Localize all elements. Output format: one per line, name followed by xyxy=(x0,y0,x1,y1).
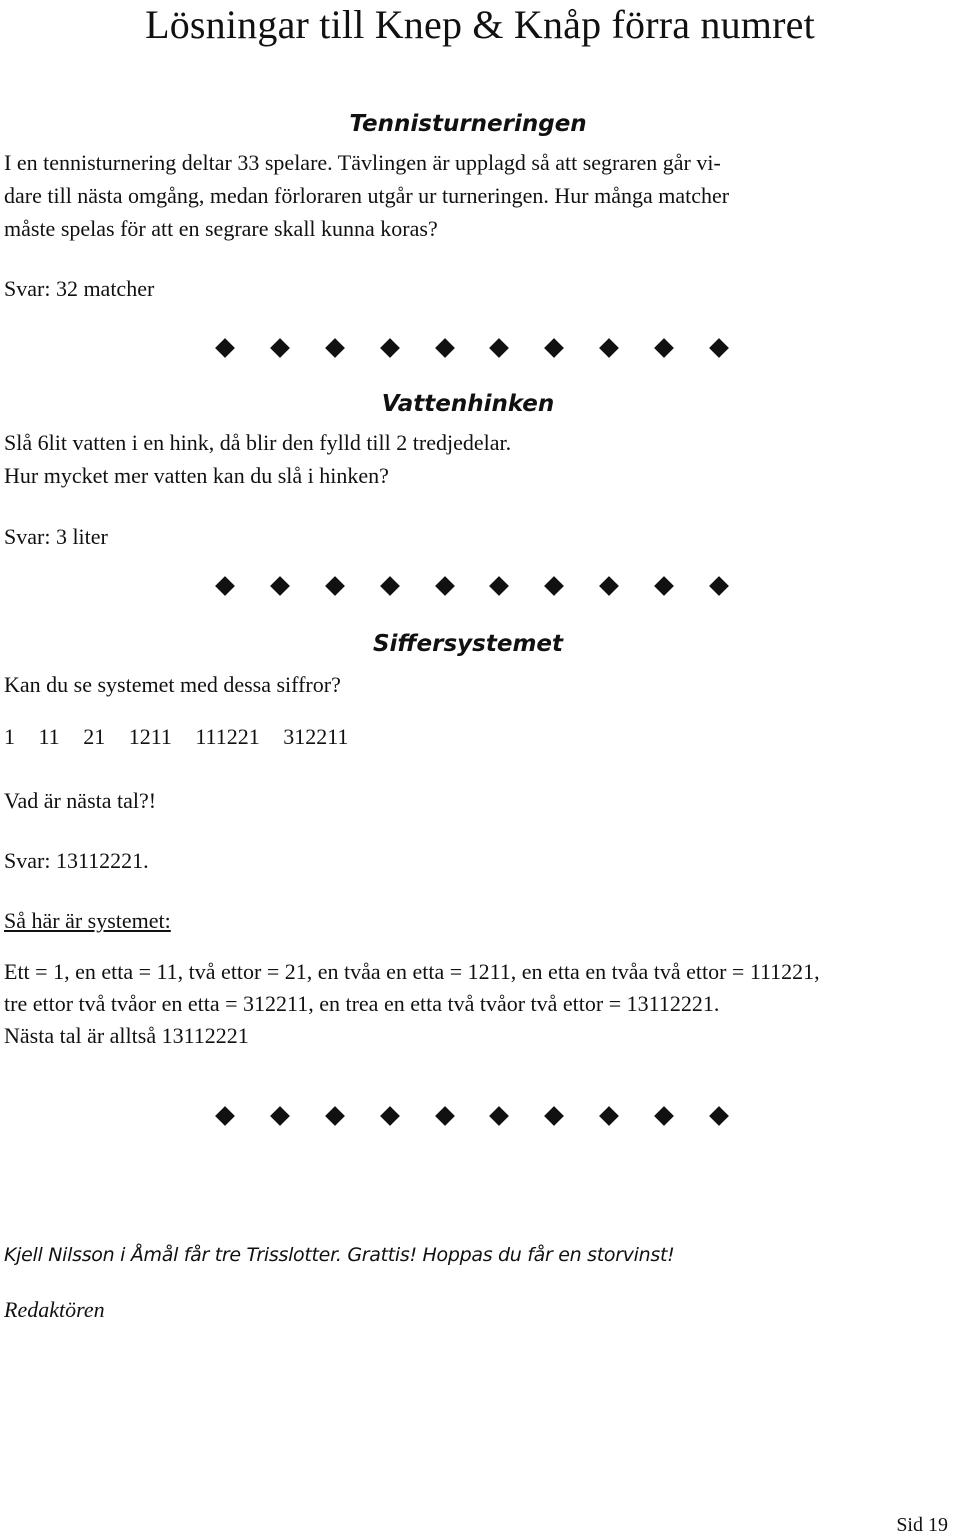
diamond-icon xyxy=(709,338,729,358)
editor-signature: Redaktören xyxy=(4,1297,105,1322)
diamond-divider xyxy=(212,1104,732,1128)
diamond-icon xyxy=(489,1106,509,1126)
diamond-icon xyxy=(489,576,509,596)
vattenhinken-question xyxy=(4,426,511,492)
siffersystemet-question: Kan du se systemet med dessa siffror? xyxy=(4,672,341,697)
explanation-text xyxy=(4,956,934,1052)
diamond-icon xyxy=(544,576,564,596)
tennis-line: I en tennisturnering deltar 33 spelare. Tävlingen är upplagd så att segraren går vi- xyxy=(4,150,721,175)
diamond-icon xyxy=(544,1106,564,1126)
tennis-question xyxy=(4,146,729,245)
explanation-line: tre ettor två tvåor en etta = 312211, en trea en etta två tvåor två ettor = 13112221. xyxy=(4,991,720,1016)
winner-message: Kjell Nilsson i Åmål får tre Trisslotter. Grattis! Hoppas du får en storvinst! xyxy=(4,1244,675,1266)
siffersystemet-answer: Svar: 13112221. xyxy=(4,848,149,873)
diamond-icon xyxy=(654,576,674,596)
diamond-icon xyxy=(270,1106,290,1126)
sequence-number: 111221 xyxy=(195,724,260,749)
diamond-icon xyxy=(435,338,455,358)
diamond-icon xyxy=(215,1106,235,1126)
explanation-line: Nästa tal är alltså 13112221 xyxy=(4,1023,249,1048)
next-number-question: Vad är nästa tal?! xyxy=(4,788,157,813)
diamond-icon xyxy=(325,338,345,358)
diamond-icon xyxy=(435,576,455,596)
section-heading-tennis: Tennisturneringen xyxy=(349,111,587,137)
page-title: Lösningar till Knep & Knåp förra numret xyxy=(145,2,815,47)
diamond-icon xyxy=(215,576,235,596)
diamond-icon xyxy=(544,338,564,358)
tennis-answer: Svar: 32 matcher xyxy=(4,276,155,301)
diamond-icon xyxy=(270,338,290,358)
tennis-line: måste spelas för att en segrare skall kunna koras? xyxy=(4,216,438,241)
diamond-icon xyxy=(325,1106,345,1126)
tennis-line: dare till nästa omgång, medan förloraren utgår ur turneringen. Hur många matcher xyxy=(4,183,730,208)
diamond-icon xyxy=(325,576,345,596)
diamond-icon xyxy=(380,338,400,358)
diamond-divider xyxy=(212,574,732,598)
sequence-number: 11 xyxy=(38,724,60,749)
diamond-icon xyxy=(380,576,400,596)
page-number: Sid 19 xyxy=(896,1514,948,1536)
vattenhinken-line: Hur mycket mer vatten kan du slå i hinken? xyxy=(4,463,389,488)
number-sequence xyxy=(4,720,366,753)
diamond-icon xyxy=(599,338,619,358)
diamond-icon xyxy=(709,1106,729,1126)
sequence-number: 1 xyxy=(4,724,15,749)
diamond-icon xyxy=(599,576,619,596)
explanation-label: Så här är systemet: xyxy=(4,908,171,933)
diamond-icon xyxy=(435,1106,455,1126)
sequence-number: 1211 xyxy=(128,724,172,749)
diamond-divider xyxy=(212,336,732,360)
diamond-icon xyxy=(270,576,290,596)
diamond-icon xyxy=(654,338,674,358)
diamond-icon xyxy=(654,1106,674,1126)
vattenhinken-line: Slå 6lit vatten i en hink, då blir den fylld till 2 tredjedelar. xyxy=(4,430,512,455)
explanation-line: Ett = 1, en etta = 11, två ettor = 21, en tvåa en etta = 1211, en etta en tvåa två ettor = 111221, xyxy=(4,959,820,984)
diamond-icon xyxy=(709,576,729,596)
diamond-icon xyxy=(215,338,235,358)
diamond-icon xyxy=(380,1106,400,1126)
sequence-number: 21 xyxy=(83,724,106,749)
diamond-icon xyxy=(489,338,509,358)
vattenhinken-answer: Svar: 3 liter xyxy=(4,524,108,549)
section-heading-siffersystemet: Siffersystemet xyxy=(372,631,564,657)
diamond-icon xyxy=(599,1106,619,1126)
section-heading-vattenhinken: Vattenhinken xyxy=(381,391,555,417)
sequence-number: 312211 xyxy=(283,724,349,749)
